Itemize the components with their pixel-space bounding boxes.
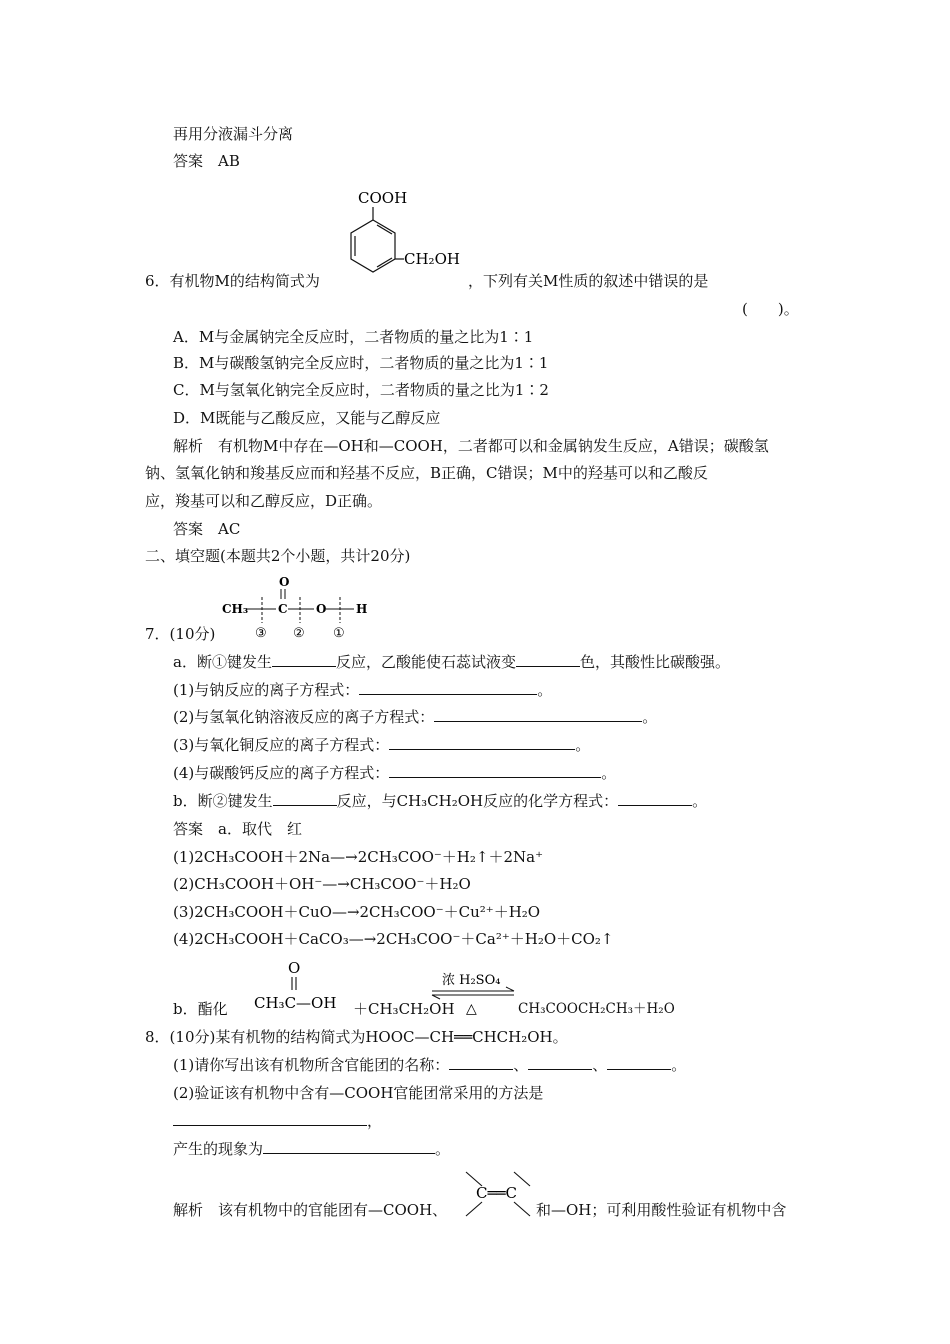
q7-b-answer-label: b．酯化 xyxy=(173,1000,228,1018)
q8-sub3-text: 产生的现象为 xyxy=(173,1140,264,1158)
catalyst-label: 浓 H₂SO₄ xyxy=(442,973,501,988)
blank-sub3[interactable] xyxy=(389,735,575,750)
diagram-bond-2: ② xyxy=(293,626,305,639)
q7-sub2 xyxy=(173,707,657,727)
blank-q8-3[interactable] xyxy=(607,1055,671,1070)
reversible-reaction-arrow xyxy=(428,968,520,1020)
q7-b-mid: 反应，与CH₃CH₂OH反应的化学方程式： xyxy=(336,792,619,810)
q6-analysis-line3: 应，羧基可以和乙醇反应，D正确。 xyxy=(145,492,383,510)
diagram-c: C xyxy=(278,602,288,616)
q6-option-d: D．M既能与乙酸反应，又能与乙醇反应 xyxy=(173,409,441,427)
q6-answer: 答案 AC xyxy=(173,520,241,538)
diagram-bond-3: ③ xyxy=(255,626,267,639)
q7-a-pre: a．断①键发生 xyxy=(173,653,272,671)
plus-ethanol: ＋CH₃CH₂OH xyxy=(353,1000,455,1018)
q8-sub3-end: 。 xyxy=(435,1140,451,1158)
diagram-o-top: O xyxy=(279,575,290,589)
q7-answer-a: 答案 a．取代 红 xyxy=(173,820,302,838)
q8-sub3 xyxy=(173,1139,450,1159)
q7-eq1: (1)2CH₃COOH＋2Na—→2CH₃COO⁻＋H₂↑＋2Na⁺ xyxy=(173,848,543,866)
q7-sub1-text: (1)与钠反应的离子方程式： xyxy=(173,681,360,699)
ester-product: CH₃COOCH₂CH₃＋H₂O xyxy=(518,1001,675,1017)
q7-a-mid: 反应，乙酸能使石蕊试液变 xyxy=(335,653,516,671)
q7-eq3: (3)2CH₃COOH＋CuO—→2CH₃COO⁻＋Cu²⁺＋H₂O xyxy=(173,903,541,921)
q7-a-post: 色，其酸性比碳酸强。 xyxy=(579,653,730,671)
diagram-ch3: CH₃ xyxy=(222,602,249,616)
q7-sub1-end: 。 xyxy=(537,681,553,699)
q8-sep1: 、 xyxy=(513,1056,529,1074)
q8-sep2: 、 xyxy=(592,1056,608,1074)
heat-symbol: △ xyxy=(466,1001,477,1017)
q6-option-b: B．M与碳酸氢钠完全反应时，二者物质的量之比为1∶1 xyxy=(173,354,549,372)
q6-stem-pre: 6．有机物M的结构简式为 xyxy=(145,272,320,290)
acetic-acid-structure xyxy=(250,958,370,1016)
q8-analysis-pre: 解析 该有机物中的官能团有—COOH、 xyxy=(173,1201,448,1219)
q6-option-a: A．M与金属钠完全反应时，二者物质的量之比为1∶1 xyxy=(173,328,534,346)
diagram-bond-1: ① xyxy=(333,626,345,639)
q7-sub4 xyxy=(173,763,616,783)
blank-sub1[interactable] xyxy=(359,680,537,695)
carbon-double-bond-structure xyxy=(456,1166,536,1222)
separation-line: 再用分液漏斗分离 xyxy=(173,125,294,143)
q7-stem: 7．(10分) xyxy=(145,625,216,643)
blank-q8-method[interactable] xyxy=(173,1111,367,1126)
blank-q8-phenomenon[interactable] xyxy=(263,1139,435,1154)
answer-q5: 答案 AB xyxy=(173,152,240,170)
benzoic-structure-diagram xyxy=(330,183,480,288)
q7-b-end: 。 xyxy=(692,792,708,810)
q8-sub2-comma: ， xyxy=(367,1112,383,1130)
blank-b2[interactable] xyxy=(618,791,692,806)
struct-cooh-label: COOH xyxy=(358,189,408,207)
q6-analysis-line1: 解析 有机物M中存在—OH和—COOH，二者都可以和金属钠发生反应，A错误；碳酸氢 xyxy=(173,437,769,455)
q7-b-pre: b．断②键发生 xyxy=(173,792,273,810)
q7-sub4-end: 。 xyxy=(601,764,617,782)
q6-option-c: C．M与氢氧化钠完全反应时，二者物质的量之比为1∶2 xyxy=(173,381,549,399)
blank-q8-2[interactable] xyxy=(528,1055,592,1070)
struct-ch2oh-label: CH₂OH xyxy=(404,250,460,268)
q8-analysis-post: 和—OH；可利用酸性验证有机物中含 xyxy=(536,1201,787,1219)
q6-stem-post: ，下列有关M性质的叙述中错误的是 xyxy=(468,272,709,290)
q8-sub2-blank-line xyxy=(173,1111,382,1131)
diagram-h: H xyxy=(356,602,368,616)
q7-sub4-text: (4)与碳酸钙反应的离子方程式： xyxy=(173,764,390,782)
q8-sub2: (2)验证该有机物中含有—COOH官能团常采用的方法是 xyxy=(173,1084,544,1102)
q7-sub3 xyxy=(173,735,590,755)
ester-left-formula: CH₃C—OH xyxy=(254,994,337,1012)
blank-sub2[interactable] xyxy=(434,707,642,722)
diagram-o: O xyxy=(316,602,327,616)
blank-a1[interactable] xyxy=(272,652,336,667)
q6-analysis-line2: 钠、氢氧化钠和羧基反应而和羟基不反应，B正确，C错误；M中的羟基可以和乙酸反 xyxy=(145,464,708,482)
q6-answer-paren: ( )。 xyxy=(742,300,799,318)
blank-q8-1[interactable] xyxy=(449,1055,513,1070)
q7-sub3-end: 。 xyxy=(575,736,591,754)
q7-eq2: (2)CH₃COOH＋OH⁻—→CH₃COO⁻＋H₂O xyxy=(173,875,471,893)
acetic-acid-bond-diagram xyxy=(218,573,378,639)
q7-sub3-text: (3)与氧化铜反应的离子方程式： xyxy=(173,736,390,754)
q7-part-b xyxy=(173,791,707,811)
q7-part-a xyxy=(173,652,730,672)
blank-b1[interactable] xyxy=(273,791,337,806)
q7-sub2-text: (2)与氢氧化钠溶液反应的离子方程式： xyxy=(173,708,435,726)
q8-stem: 8．(10分)某有机物的结构简式为HOOC—CH══CHCH₂OH。 xyxy=(145,1028,568,1046)
q8-sub1-end: 。 xyxy=(671,1056,687,1074)
blank-a2[interactable] xyxy=(516,652,580,667)
q7-eq4: (4)2CH₃COOH＋CaCO₃—→2CH₃COO⁻＋Ca²⁺＋H₂O＋CO₂↑ xyxy=(173,930,614,948)
q7-sub1 xyxy=(173,680,552,700)
q7-sub2-end: 。 xyxy=(642,708,658,726)
blank-sub4[interactable] xyxy=(389,763,601,778)
section-fill-in-title: 二、填空题(本题共2个小题，共计20分) xyxy=(145,547,411,565)
q8-sub1-text: (1)请你写出该有机物所含官能团的名称： xyxy=(173,1056,450,1074)
cc-double-bond-label: C══C xyxy=(476,1184,518,1202)
q8-sub1 xyxy=(173,1055,686,1075)
ester-o-label: O xyxy=(288,959,301,977)
